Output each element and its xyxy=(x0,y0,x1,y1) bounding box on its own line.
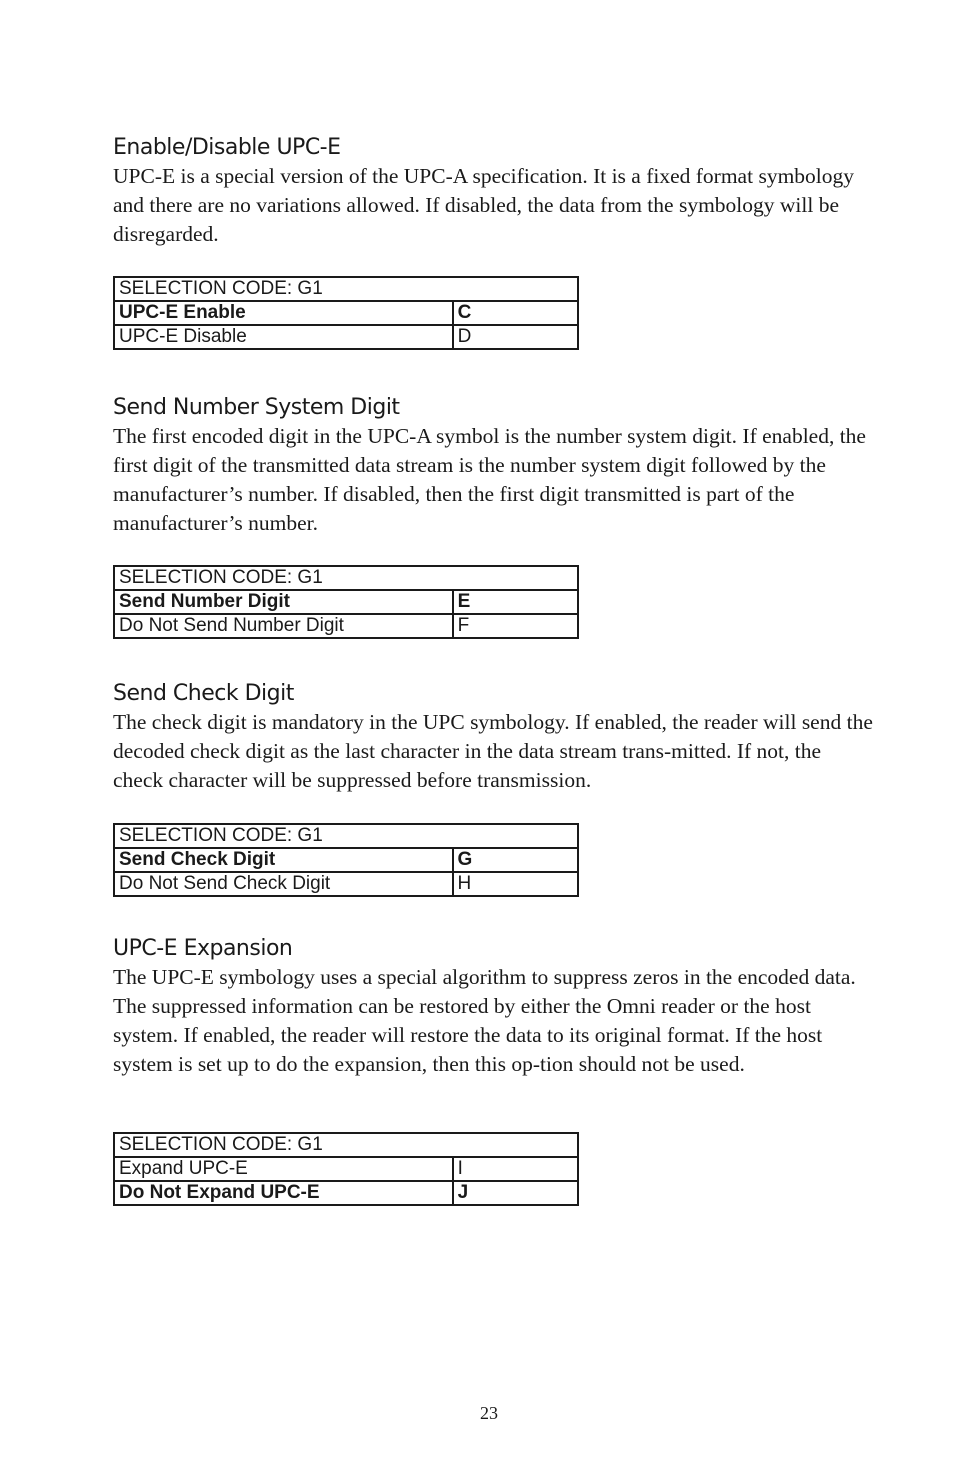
section-paragraph: The first encoded digit in the UPC-A symbol is the number system digit. If enabled, the first digit of the transmitted data stream is the number system digit followed by the manufacturer’s number. If disabled, then the first digit transmitted is part of the manufacturer’s number. xyxy=(113,424,866,535)
table-row xyxy=(114,590,578,614)
table-row xyxy=(114,325,578,349)
selection-code-header: SELECTION CODE: G1 xyxy=(114,566,578,590)
selection-code-header: SELECTION CODE: G1 xyxy=(114,277,578,301)
option-label: Do Not Send Check Digit xyxy=(114,872,453,896)
option-label: UPC-E Disable xyxy=(114,325,453,349)
table-header-row xyxy=(114,277,578,301)
table-header-row xyxy=(114,566,578,590)
table-header-row xyxy=(114,1133,578,1157)
section-heading: Send Check Digit xyxy=(113,681,294,706)
selection-code-header: SELECTION CODE: G1 xyxy=(114,824,578,848)
section-heading: Enable/Disable UPC-E xyxy=(113,135,341,160)
option-label: Send Number Digit xyxy=(114,590,453,614)
page-number: 23 xyxy=(480,1403,498,1423)
option-label: Do Not Send Number Digit xyxy=(114,614,453,638)
option-code: G xyxy=(453,848,578,872)
option-label: UPC-E Enable xyxy=(114,301,453,325)
option-code: H xyxy=(453,872,578,896)
option-code: F xyxy=(453,614,578,638)
option-code: J xyxy=(453,1181,578,1205)
table-row xyxy=(114,301,578,325)
section-paragraph: The UPC-E symbology uses a special algorithm to suppress zeros in the encoded data. The suppressed information can be restored by either the Omni reader or the host system. If enabled, the reader will restore the data to its original format. If the host system is set up to do the expansion, then this op-tion should not be used. xyxy=(113,965,856,1076)
section-paragraph: UPC-E is a special version of the UPC-A specification. It is a fixed format symbology and there are no variations allowed. If disabled, the data from the symbology will be disregarded. xyxy=(113,164,855,246)
table-row xyxy=(114,848,578,872)
selection-table-number-digit xyxy=(113,565,579,639)
option-code: D xyxy=(453,325,578,349)
table-header-row xyxy=(114,824,578,848)
table-row xyxy=(114,1181,578,1205)
table-row xyxy=(114,614,578,638)
section-send-check-digit xyxy=(113,680,873,795)
option-code: I xyxy=(453,1157,578,1181)
section-heading: Send Number System Digit xyxy=(113,395,400,420)
table-row xyxy=(114,1157,578,1181)
table-row xyxy=(114,872,578,896)
option-code: E xyxy=(453,590,578,614)
option-label: Do Not Expand UPC-E xyxy=(114,1181,453,1205)
selection-code-header: SELECTION CODE: G1 xyxy=(114,1133,578,1157)
section-send-number-system-digit xyxy=(113,394,873,538)
option-code: C xyxy=(453,301,578,325)
selection-table-upce-enable xyxy=(113,276,579,350)
option-label: Expand UPC-E xyxy=(114,1157,453,1181)
section-paragraph: The check digit is mandatory in the UPC symbology. If enabled, the reader will send the decoded check digit as the last character in the data stream trans-mitted. If not, the check character will be suppressed before transmission. xyxy=(113,710,873,792)
selection-table-upce-expansion xyxy=(113,1132,579,1206)
section-upce-expansion xyxy=(113,935,873,1079)
section-enable-disable-upce xyxy=(113,134,873,249)
selection-table-check-digit xyxy=(113,823,579,897)
option-label: Send Check Digit xyxy=(114,848,453,872)
section-heading: UPC-E Expansion xyxy=(113,936,293,961)
